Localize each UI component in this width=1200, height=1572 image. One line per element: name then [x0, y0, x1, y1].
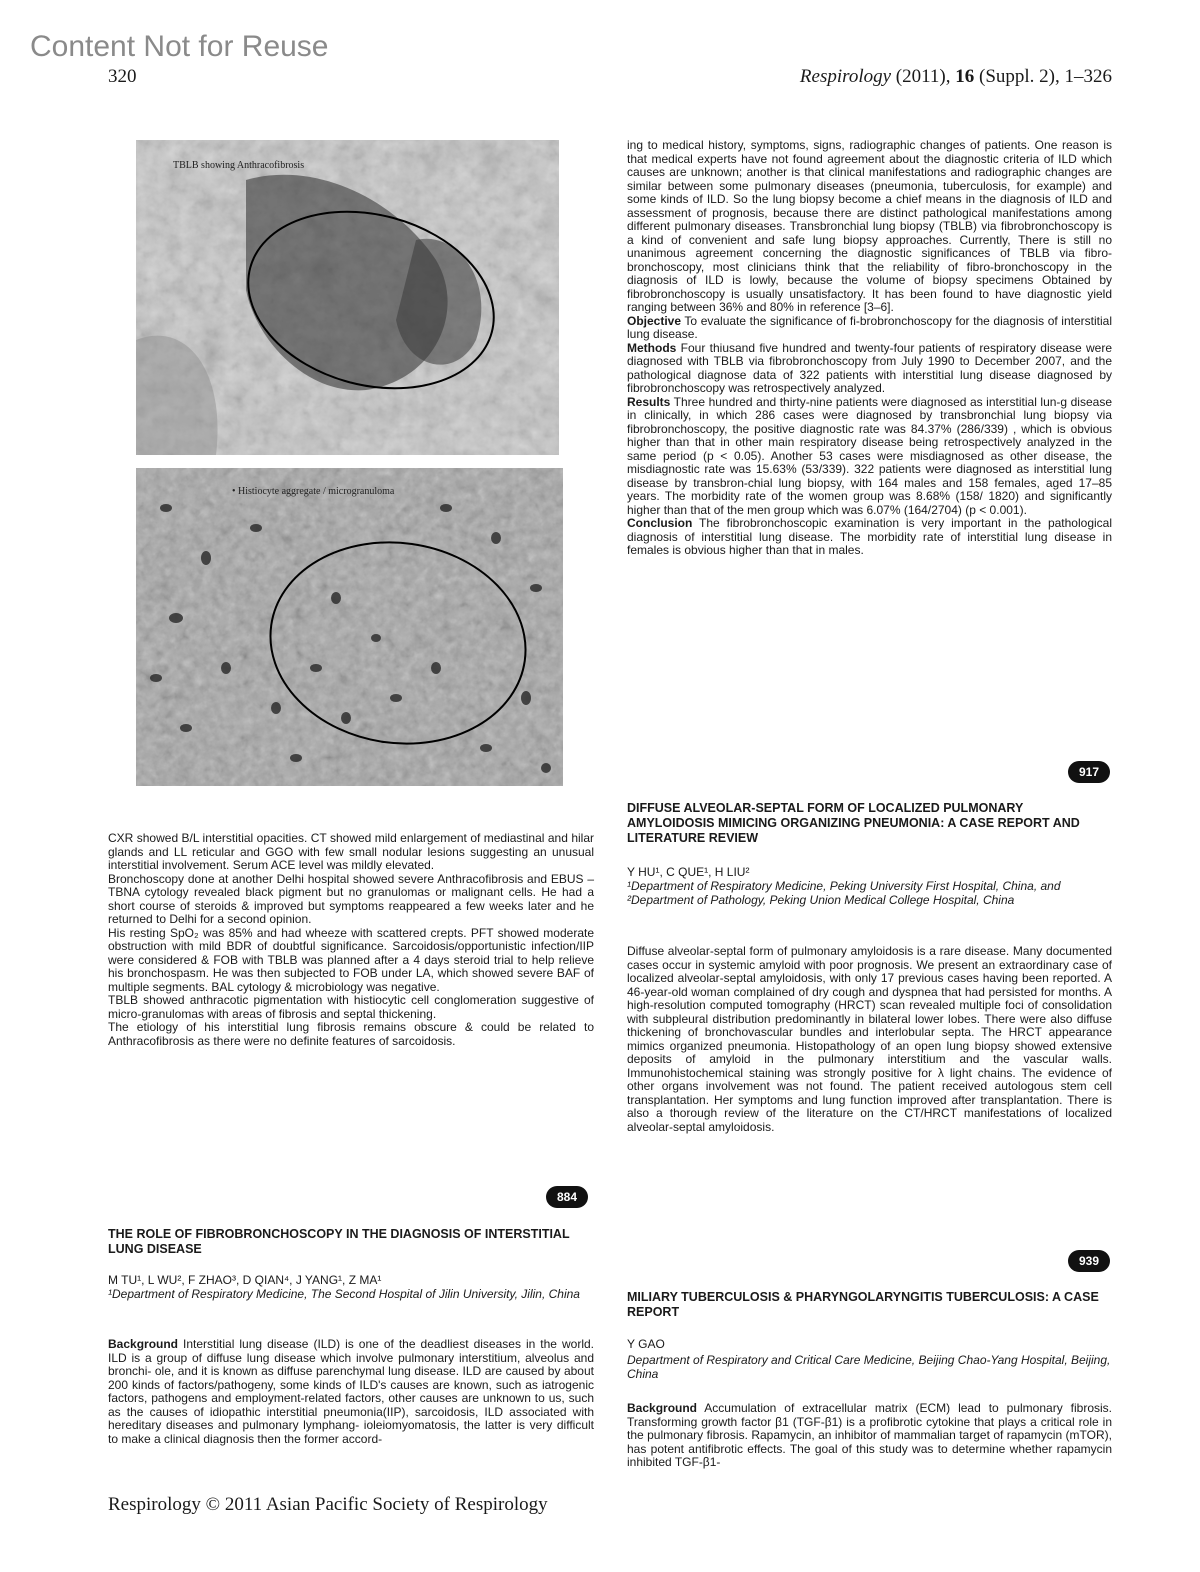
- abstract-title: MILIARY TUBERCULOSIS & PHARYNGOLARYNGITIS TUBERCULOSIS: A CASE REPORT: [627, 1290, 1099, 1319]
- abstract-number-badge: 884: [546, 1186, 588, 1208]
- left-column-text: [108, 832, 594, 1048]
- section-label: Background: [108, 1337, 179, 1351]
- abstract-body: [627, 1402, 1112, 1470]
- author-list: M TU¹, L WU², F ZHAO³, D QIAN⁴, J YANG¹, Z MA¹: [108, 1273, 382, 1287]
- author-affiliation: ¹Department of Respiratory Medicine, The Second Hospital of Jilin University, Jilin, China: [108, 1287, 580, 1301]
- abstract-title: DIFFUSE ALVEOLAR-SEPTAL FORM OF LOCALIZED PULMONARY AMYLOIDOSIS MIMICING ORGANIZING PNEUMONIA: A CASE REPORT AND LITERATURE REVIEW: [627, 801, 1080, 845]
- section-text: Interstitial lung disease (ILD) is one of the deadliest diseases in the world. ILD is a group of diffuse lung disease which involve pulmonary interstitium, alveolus and bronchi- ole, and it is known as diffuse parenchymal lung disease. ILD are caused by about 200 kinds of factors/pathogeny, some kinds of ILD's causes are known, such as iatrogenic factors, pathogens and employment-related factors, other causes are unknown to us, such as the causes of idiopathic interstitial pneumonia(IIP), sarcoidosis, ILD associated with hereditary diseases and pulmonary lymphang- ioleiomyomatosis, the latter is very difficult to make a clinical diagnosis then the former accord-: [108, 1337, 594, 1446]
- abstract-body: [627, 945, 1112, 1134]
- abstract-authors: [627, 1337, 1113, 1381]
- section-text: The fibrobronchoscopic examination is very important in the pathological diagnosis of interstitial lung disease. The morbidity rate of interstitial lung disease in females is obvious higher than that in males.: [627, 516, 1112, 557]
- methods-paragraph: [627, 342, 1112, 396]
- histology-image-1: [136, 140, 559, 455]
- section-text: To evaluate the significance of fi-brobronchoscopy for the diagnosis of interstitial lung disease.: [627, 313, 1112, 341]
- continued-paragraph: ing to medical history, symptoms, signs, radiographic changes of patients. One reason is that medical experts have not found agreement about the diagnostic criteria of ILD which causes are unknown; another is that clinical manifestations and radiographic changes are similar between some pulmonary diseases (pneumonia, tuberculosis, for example) and some kinds of ILD. So the lung biopsy become a chief means in the diagnosis of ILD and assessment of prognosis, because there are distinct pathological manifestations among different pulmonary diseases. Transbronchial lung biopsy (TBLB) via fibrobronchoscopy is a kind of convenient and safe lung biopsy approaches. Currently, There is still no unanimous agreement concerning the diagnostic significances of TBLB via fibro-bronchoscopy, most clinicians think that the reliability of fibro-bronchoscopy in the diagnosis of ILD is lowly, because the volume of biopsy specimens Obtained by fibrobronchoscopy is usually unsatisfactory. It has been found to have diagnostic yield ranging between 36% and 80% in reference [3–6].: [627, 138, 1112, 314]
- journal-volume: 16: [955, 66, 975, 87]
- section-label: Background: [627, 1401, 698, 1415]
- journal-year: (2011),: [891, 66, 956, 87]
- paragraph: CXR showed B/L interstitial opacities. CT showed mild enlargement of mediastinal and hilar glands and LL reticular and GGO with few small nodular lesions suggesting an unusual interstitial involvement. Serum ACE level was mildly elevated.: [108, 831, 594, 872]
- author-list: Y GAO: [627, 1337, 665, 1351]
- conclusion-paragraph: [627, 517, 1112, 558]
- journal-name: Respirology: [799, 66, 892, 87]
- paragraph: TBLB showed anthracotic pigmentation with histiocytic cell conglomeration suggestive of micro-granulomas with areas of fibrosis and septal thickening.: [108, 993, 594, 1021]
- page-number: 320: [108, 66, 137, 87]
- abstract-number-badge: 917: [1068, 761, 1110, 783]
- figure-caption-2: • Histiocyte aggregate / microgranuloma: [232, 486, 395, 497]
- right-column-continuation: [627, 139, 1112, 558]
- section-label: Methods: [627, 340, 677, 355]
- section-label: Conclusion: [627, 516, 693, 530]
- objective-paragraph: [627, 315, 1112, 342]
- abstract-title: THE ROLE OF FIBROBRONCHOSCOPY IN THE DIAGNOSIS OF INTERSTITIAL LUNG DISEASE: [108, 1227, 570, 1256]
- section-label: Objective: [627, 313, 682, 328]
- paragraph: Bronchoscopy done at another Delhi hospital showed severe Anthracofibrosis and EBUS – TBNA cytology revealed black pigment but no granulomas or malignant cells. He had a short course of steroids & improved but symptoms reappeared a few weeks later and he returned to Delhi for a second opinion.: [108, 871, 594, 926]
- watermark: Content Not for Reuse: [30, 30, 329, 63]
- section-label: Results: [627, 394, 671, 409]
- page-footer: Respirology © 2011 Asian Pacific Society of Respirology: [108, 1494, 548, 1515]
- figure-tblb-anthracofibrosis: [136, 140, 559, 455]
- section-text: Four thiusand five hundred and twenty-four patients of respiratory disease were diagnosed with TBLB via fibrobronchoscopy from July 1990 to December 2007, and the pathological diagnose data of 322 patients with interstitial lung disease diagnosed by fibrobronchoscopy was retrospectively analyzed.: [627, 340, 1112, 395]
- figure-caption-1: TBLB showing Anthracofibrosis: [173, 160, 305, 171]
- journal-header: [800, 66, 1112, 88]
- histology-image-2: [136, 468, 563, 786]
- abstract-authors: [108, 1273, 594, 1301]
- paragraph: The etiology of his interstitial lung fibrosis remains obscure & could be related to Anthracofibrosis as there were no definite features of sarcoidosis.: [108, 1020, 594, 1048]
- abstract-body: [108, 1338, 594, 1446]
- figure-histiocyte-aggregate: [136, 468, 563, 786]
- author-affiliation: Department of Respiratory and Critical Care Medicine, Beijing Chao-Yang Hospital, Beijing, China: [627, 1353, 1111, 1381]
- body-paragraph: Diffuse alveolar-septal form of pulmonary amyloidosis is a rare disease. Many documented cases occur in systemic amyloid with poor prognosis. We present an extraordinary case of localized alveolar-septal amyloidosis, with only 17 previous cases having been reported. A 46-year-old woman complained of dry cough and dyspnea that had persisted for months. A high-resolution computed tomography (HRCT) scan revealed multiple foci of consolidation with subpleural distribution predominantly in bilateral lower lobes. There were also diffuse thickening of bronchovascular bundles and interlobular septa. The HRCT appearance mimics organized pneumonia. Histopathology of an open lung biopsy showed extensive deposits of amyloid in the pulmonary interstitium and the vascular walls. Immunohistochemical staining was strongly positive for λ light chains. The evidence of other organs involvement was not found. The patient received autologous stem cell transplantation. Her symptoms and lung function improved after transplantation. There is also a thorough review of the literature on the CT/HRCT manifestations of localized alveolar-septal amyloidosis.: [627, 944, 1112, 1134]
- background-paragraph: [627, 1402, 1112, 1470]
- results-paragraph: [627, 396, 1112, 518]
- journal-suppl: (Suppl. 2), 1–326: [974, 66, 1112, 87]
- background-paragraph: [108, 1338, 594, 1446]
- section-text: Accumulation of extracellular matrix (ECM) lead to pulmonary fibrosis. Transforming growth factor β1 (TGF-β1) is a profibrotic cytokine that plays a critical role in the pulmonary fibrosis. Rapamycin, an inhibitor of mammalian target of rapamycin (mTOR), has potent antifibrotic effects. The goal of this study was to determine whether rapamycin inhibited TGF-β1-: [627, 1401, 1112, 1469]
- abstract-number-badge: 939: [1068, 1250, 1110, 1272]
- abstract-authors: [627, 865, 1113, 907]
- author-list: Y HU¹, C QUE¹, H LIU²: [627, 865, 750, 879]
- section-text: Three hundred and thirty-nine patients were diagnosed as interstitial lun-g disease in clinically, in which 286 cases were diagnosed by transbronchial lung biopsy via fibrobronchoscopy, the positive diagnostic rate was 84.37% (286/339) , which is obvious higher than that in other main respiratory disease being retrospectively analyzed in the same period (p < 0.05). Another 53 cases were misdiagnosed as other disease, the misdiagnostic rate was 15.63% (53/339). 322 patients were diagnosed as interstitial lung disease by transbron-chial lung biopsy, with 164 males and 158 females, aged 17–85 years. The morbidity rate of the women group was 8.68% (158/ 1820) and significantly higher than that of the men group which was 6.07% (164/2704) (p < 0.001).: [627, 394, 1112, 517]
- paragraph: His resting SpO₂ was 85% and had wheeze with scattered crepts. PFT showed moderate obstruction with mild BDR of doubtful significance. Sarcoidosis/opportunistic infection/IIP were considered & FOB with TBLB was planned after a 4 days steroid trial to help relieve his bronchospasm. He was then subjected to FOB under LA, which showed severe BAF of multiple segments. BAL cytology & microbiology was negative.: [108, 925, 594, 994]
- author-affiliation: ¹Department of Respiratory Medicine, Peking University First Hospital, China, and ²Department of Pathology, Peking Union Medical College Hospital, China: [627, 879, 1061, 907]
